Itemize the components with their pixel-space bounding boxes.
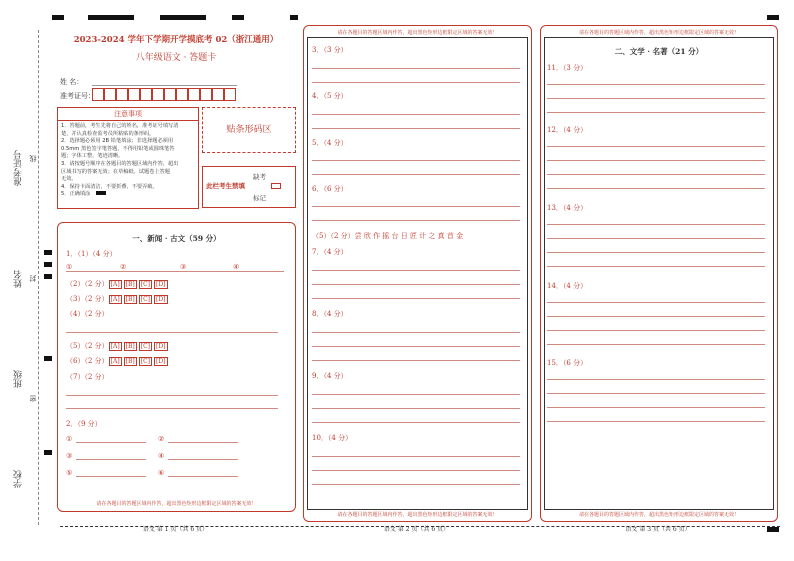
question-13: 13．（4 分）: [547, 204, 588, 212]
answer-line[interactable]: [312, 270, 520, 271]
answer-line[interactable]: [312, 298, 520, 299]
question-6: 6．（6 分）: [312, 185, 348, 193]
answer-line[interactable]: [312, 470, 520, 471]
position-mark: [767, 15, 779, 20]
position-mark: [44, 274, 52, 279]
answer-line[interactable]: [312, 346, 520, 347]
answer-line[interactable]: [547, 302, 765, 303]
absent-top-label: 缺考: [253, 173, 266, 181]
question-2: 2．（9 分）: [66, 420, 102, 428]
circle: ⑤: [66, 469, 73, 477]
answer-line[interactable]: [547, 146, 765, 147]
answer-line[interactable]: [547, 330, 765, 331]
answer-line[interactable]: [66, 408, 278, 409]
notes-list: [58, 121, 198, 201]
position-mark: [44, 262, 52, 267]
answer-line[interactable]: [547, 224, 765, 225]
answer-line[interactable]: [547, 160, 765, 161]
question-12: 12．（4 分）: [547, 126, 588, 134]
answer-line[interactable]: [76, 476, 146, 477]
question-10: 10．（4 分）: [312, 434, 353, 442]
side-label-class: 班级: [14, 370, 24, 388]
question-14: 14．（4 分）: [547, 282, 588, 290]
footer-warning: 请在各题目的答题区域内作答，超出黑色矩形边框限定区域的答案无效！: [578, 512, 739, 518]
notes-box: [57, 107, 199, 209]
answer-line[interactable]: [312, 128, 520, 129]
absent-checkbox[interactable]: [271, 183, 281, 189]
answer-line[interactable]: [312, 456, 520, 457]
answer-line[interactable]: [547, 188, 765, 189]
position-mark: [232, 15, 244, 20]
answer-line[interactable]: [312, 360, 520, 361]
exam-no-label: 准考证号：: [60, 92, 95, 100]
question-1-3[interactable]: （3）（2 分） [A] [B] [C] [D]: [66, 295, 166, 303]
answer-line[interactable]: [312, 174, 520, 175]
answer-line[interactable]: [312, 82, 520, 83]
page-subtitle: 八年级语文 · 答题卡: [135, 53, 217, 63]
section-title-1: 一、新闻 · 古文（59 分）: [132, 234, 221, 243]
absent-bottom-label: 标记: [253, 194, 266, 202]
note-line: 0.5mm 黑色签字笔答题，不得用铅笔或圆珠笔答: [61, 145, 175, 152]
circle: ②: [120, 263, 127, 271]
absent-label: 此栏考生禁填: [206, 182, 245, 190]
top-warning: 请在各题目的答题区域内作答，超出黑色矩形边框限定区域的答案无效！: [578, 30, 739, 36]
note-line: 4．保持卡面清洁，不要折叠、不要弄破。: [61, 183, 158, 190]
page-number-1: 语文 第 1 页（共 6 页）: [142, 526, 209, 533]
circle: ②: [158, 435, 165, 443]
circle: ③: [180, 263, 187, 271]
circle: ①: [66, 435, 73, 443]
note-line: 5．正确填涂: [61, 191, 195, 199]
answer-line[interactable]: [168, 459, 238, 460]
name-field[interactable]: [92, 85, 237, 86]
notes-title: 注意事项: [58, 108, 198, 121]
position-mark: [44, 250, 52, 255]
answer-line[interactable]: [66, 271, 284, 272]
answer-line[interactable]: [312, 408, 520, 409]
answer-line[interactable]: [312, 68, 520, 69]
answer-line[interactable]: [76, 459, 146, 460]
answer-line[interactable]: [547, 112, 765, 113]
answer-area-page3: [540, 25, 778, 522]
question-8: 8．（4 分）: [312, 310, 348, 318]
answer-line[interactable]: [168, 476, 238, 477]
question-3: 3．（3 分）: [312, 46, 348, 54]
circle: ③: [66, 452, 73, 460]
answer-line[interactable]: [312, 284, 520, 285]
answer-line[interactable]: [547, 252, 765, 253]
question-1-7: （7）（2 分）: [66, 373, 109, 381]
answer-line[interactable]: [66, 332, 278, 333]
side-label-secret: 密: [29, 395, 37, 402]
note-line: 3．请按题号顺序在各题目的答题区域内作答，超出: [61, 160, 179, 167]
question-5: 5．（4 分）: [312, 139, 348, 147]
question-1-2[interactable]: （2）（2 分） [A] [B] [C] [D]: [66, 280, 166, 288]
answer-line[interactable]: [168, 442, 238, 443]
question-9: 9．（4 分）: [312, 372, 348, 380]
position-mark: [52, 15, 64, 20]
note-line: 区域书写的答案无效；在草稿纸、试题卷上答题: [61, 168, 170, 175]
question-15: 15．（6 分）: [547, 359, 588, 367]
answer-line[interactable]: [66, 395, 278, 396]
answer-line[interactable]: [547, 98, 765, 99]
top-warning: 请在各题目的答题区域内作答，超出黑色矩形边框限定区域的答案无效！: [337, 30, 498, 36]
answer-line[interactable]: [547, 316, 765, 317]
answer-line[interactable]: [76, 442, 146, 443]
answer-line[interactable]: [547, 238, 765, 239]
answer-line[interactable]: [312, 422, 520, 423]
footer-warning: 请在各题目的答题区域内作答，超出黑色矩形边框限定区域的答案无效！: [337, 512, 498, 518]
note-line: 无效。: [61, 176, 77, 183]
position-mark: [44, 356, 52, 361]
question-area-border: [544, 37, 774, 510]
position-mark: [44, 450, 52, 455]
note-line: 楚，并认真检查监考员所粘贴的条形码。: [61, 130, 155, 137]
answer-line[interactable]: [547, 393, 765, 394]
answer-line[interactable]: [312, 332, 520, 333]
filled-sample: [96, 191, 106, 195]
question-1-1: 1．（1）（4 分）: [66, 250, 117, 258]
side-label-school: 学校: [14, 470, 24, 488]
side-label-line: 线: [29, 155, 37, 162]
name-label: 姓 名：: [60, 78, 84, 86]
note-line: 题；字体工整、笔迹清晰。: [61, 153, 124, 160]
question-1-5[interactable]: （5）（2 分） [A] [B] [C] [D]: [66, 342, 166, 350]
circle: ⑥: [158, 469, 165, 477]
answer-line[interactable]: [547, 344, 765, 345]
page-title: 2023-2024 学年下学期开学摸底考 02（浙江通用）: [73, 35, 279, 45]
note-line: 1．答题前，考生先将自己的姓名，准考证号填写清: [61, 123, 179, 129]
question-7: 7．（4 分）: [312, 248, 348, 256]
answer-line[interactable]: [312, 206, 520, 207]
question-6-5: （5）（2 分）尝 欣 作 摇 台 日 匠 计 之 真 首 金: [312, 232, 464, 240]
question-4: 4．（5 分）: [312, 92, 348, 100]
question-1-6[interactable]: （6）（2 分） [A] [B] [C] [D]: [66, 357, 166, 365]
note-line: 2．选择题必须用 2B 铅笔填涂；非选择题必须用: [61, 138, 174, 145]
answer-line[interactable]: [547, 379, 765, 380]
side-label-exam-no: 准考证号: [14, 150, 24, 186]
circle-row-a: ①: [66, 263, 73, 271]
answer-line[interactable]: [547, 407, 765, 408]
barcode-area: 贴条形码区: [202, 107, 296, 153]
page-number-3: 语文 第 3 页（共 6 页）: [625, 526, 691, 533]
position-mark: [290, 15, 298, 20]
answer-line[interactable]: [312, 484, 520, 485]
answer-line[interactable]: [547, 266, 765, 267]
circle: ④: [233, 263, 240, 271]
position-mark: [160, 15, 206, 20]
answer-line[interactable]: [312, 394, 520, 395]
answer-line[interactable]: [312, 160, 520, 161]
question-11: 11．（3 分）: [547, 64, 588, 72]
answer-line[interactable]: [547, 174, 765, 175]
question-1-4: （4）（2 分）: [66, 310, 109, 318]
side-label-name: 姓名: [14, 270, 24, 288]
footer-warning: 请在各题目的答题区域内作答，超出黑色矩形边框限定区域的答案无效！: [96, 501, 257, 507]
answer-line[interactable]: [312, 220, 520, 221]
answer-area-page1: [57, 222, 296, 512]
section-title-2: 二、文学 · 名著（21 分）: [614, 47, 704, 56]
binding-line: [38, 30, 39, 525]
position-mark: [88, 15, 134, 20]
answer-line[interactable]: [312, 114, 520, 115]
answer-line[interactable]: [547, 421, 765, 422]
side-label-seal: 封: [29, 275, 37, 282]
circle: ④: [158, 452, 165, 460]
absent-box: [202, 166, 296, 208]
page-number-2: 语文 第 2 页（共 6 页）: [383, 526, 450, 533]
answer-area-page2: [303, 25, 532, 522]
answer-line[interactable]: [547, 84, 765, 85]
